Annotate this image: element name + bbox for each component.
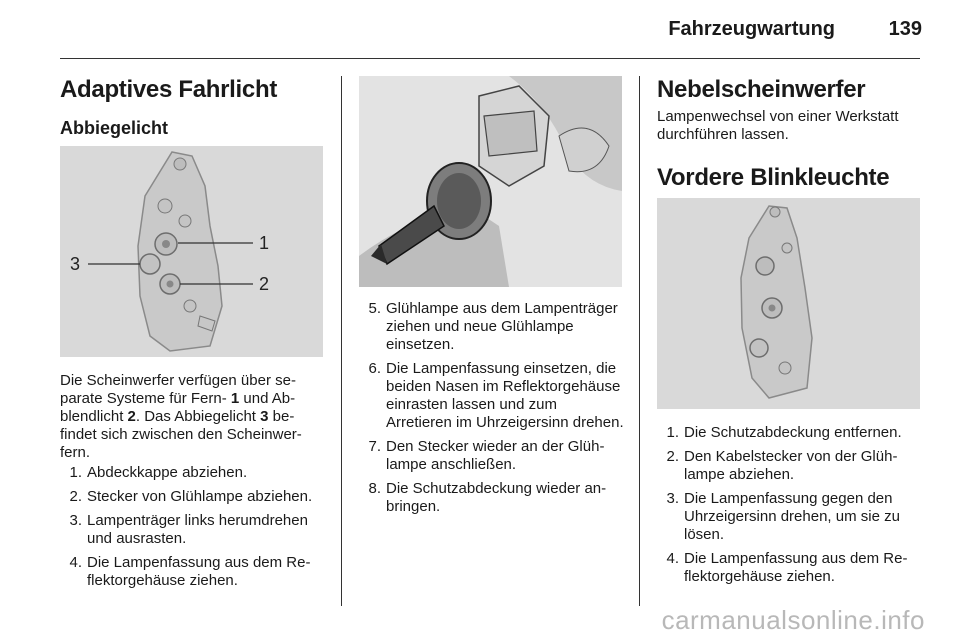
list-item <box>60 464 326 482</box>
headlamp-illustration <box>60 146 323 357</box>
headlamp-figure <box>60 146 323 357</box>
list-item <box>657 424 925 442</box>
step-number: 2. <box>69 488 82 505</box>
step-number: 7. <box>368 438 381 455</box>
fog-lights-paragraph: Lampenwechsel von einer Werkstatt durchführen lassen. <box>657 108 899 143</box>
intro-line-3c: be- <box>268 408 295 425</box>
intro-line-3b: . Das Abbiegelicht <box>135 408 261 425</box>
page-number: 139 <box>888 18 922 40</box>
step-text: Den Kabelstecker von der Glühlampe abziehen. <box>684 448 898 483</box>
list-item <box>60 512 326 548</box>
column-divider-right <box>639 76 640 606</box>
step-text: Die Lampenfassung einsetzen, die beiden Nasen im Reflektorgehäuse einrasten lassen und zum Arretieren im Uhrzeigersinn drehen. <box>386 360 624 431</box>
step-number: 6. <box>368 360 381 377</box>
step-text: Abdeckkappe abziehen. <box>87 464 248 481</box>
step-number: 5. <box>368 300 381 317</box>
intro-line-5: fern. <box>60 444 91 461</box>
step-text: Die Schutzabdeckung entfernen. <box>684 424 902 441</box>
list-item <box>60 554 326 590</box>
step-number: 4. <box>666 550 679 567</box>
step-number: 1. <box>69 464 82 481</box>
callout-2: 2 <box>259 274 270 294</box>
step-text: Die Lampenfassung gegen den Uhrzeigersinn drehen, um sie zu lösen. <box>684 490 900 543</box>
step-text: Lampenträger links herumdrehen und ausrasten. <box>87 512 308 547</box>
list-item <box>657 490 925 544</box>
middle-steps-list <box>359 300 625 522</box>
ref-number-3: 3 <box>260 408 269 425</box>
step-number: 3. <box>666 490 679 507</box>
column-divider-left <box>341 76 342 606</box>
section-heading-front-indicator: Vordere Blinkleuchte <box>657 164 890 191</box>
step-text: Die Schutzabdeckung wieder anbringen. <box>386 480 607 515</box>
step-number: 4. <box>69 554 82 571</box>
step-text: Die Lampenfassung aus dem Reflektorgehäuse ziehen. <box>87 554 311 589</box>
bulb-figure <box>359 76 622 287</box>
callout-1: 1 <box>259 233 270 253</box>
list-item <box>359 438 625 474</box>
callout-3: 3 <box>70 254 81 274</box>
bulb-illustration <box>359 76 622 287</box>
list-item <box>359 300 625 354</box>
step-number: 1. <box>666 424 679 441</box>
intro-line-2b: und Ab- <box>239 390 296 407</box>
step-number: 8. <box>368 480 381 497</box>
right-steps-list <box>657 424 925 592</box>
list-item <box>60 488 326 506</box>
list-item <box>359 480 625 516</box>
step-text: Den Stecker wieder an der Glühlampe anschließen. <box>386 438 605 473</box>
intro-line-1: Die Scheinwerfer verfügen über se- <box>60 372 296 389</box>
list-item <box>657 550 925 586</box>
section-heading-fog-lights: Nebelscheinwerfer <box>657 76 866 103</box>
step-text: Die Lampenfassung aus dem Reflektorgehäuse ziehen. <box>684 550 908 585</box>
intro-line-4: findet sich zwischen den Scheinwer- <box>60 426 302 443</box>
step-text: Glühlampe aus dem Lampenträger ziehen und neue Glühlampe einsetzen. <box>386 300 618 353</box>
indicator-figure <box>657 198 920 409</box>
subheading-cornering-light: Abbiegelicht <box>60 118 169 138</box>
ref-number-2: 2 <box>127 408 136 425</box>
intro-line-3: blendlicht <box>60 408 128 425</box>
indicator-illustration <box>657 198 920 409</box>
page-header-title: Fahrzeugwartung <box>668 18 835 40</box>
intro-line-2: parate Systeme für Fern- <box>60 390 231 407</box>
section-heading-adaptive-light: Adaptives Fahrlicht <box>60 76 278 103</box>
intro-paragraph <box>60 372 328 462</box>
step-text: Stecker von Glühlampe abziehen. <box>87 488 313 505</box>
step-number: 2. <box>666 448 679 465</box>
step-number: 3. <box>69 512 82 529</box>
header-rule <box>60 58 920 59</box>
list-item <box>359 360 625 432</box>
left-steps-list <box>60 464 326 596</box>
list-item <box>657 448 925 484</box>
watermark: carmanualsonline.info <box>661 605 925 635</box>
ref-number-1: 1 <box>230 390 240 407</box>
